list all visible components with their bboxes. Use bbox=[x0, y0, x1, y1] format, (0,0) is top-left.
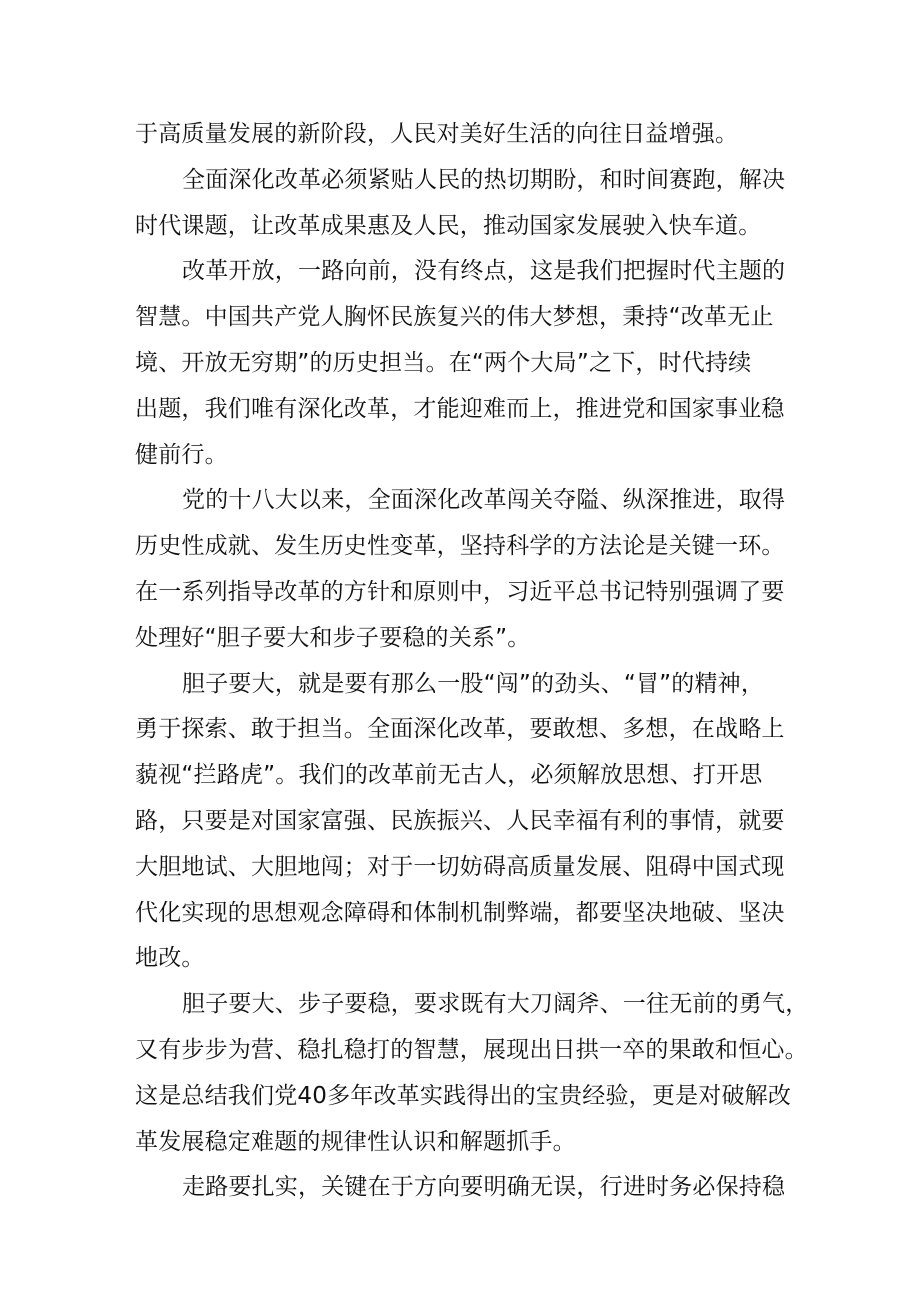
paragraph-first-line: 胆子要大，就是要有那么一股“闯”的劲头、“冒”的精神， bbox=[182, 670, 765, 697]
text-line: 藐视“拦路虎”。我们的改革前无古人，必须解放思想、打开思 bbox=[135, 762, 763, 789]
paragraph-first-line: 胆子要大、步子要稳，要求既有大刀阔斧、一往无前的勇气， bbox=[182, 991, 809, 1018]
text-line: 时代课题，让改革成果惠及人民，推动国家发展驶入快车道。 bbox=[135, 212, 762, 239]
text-line: 历史性成就、发生历史性变革，坚持科学的方法论是关键一环。 bbox=[135, 533, 785, 560]
text-line: 处理好“胆子要大和步子要稳的关系”。 bbox=[135, 624, 531, 651]
paragraph-first-line: 改革开放，一路向前，没有终点，这是我们把握时代主题的 bbox=[182, 258, 786, 285]
paragraph-first-line: 走路要扎实，关键在于方向要明确无误，行进时务必保持稳 bbox=[182, 1174, 786, 1201]
text-line: 勇于探索、敢于担当。全面深化改革，要敢想、多想，在战略上 bbox=[135, 716, 785, 743]
article-body bbox=[135, 112, 809, 1211]
text-line: 于高质量发展的新阶段，人民对美好生活的向往日益增强。 bbox=[135, 121, 739, 147]
text-line: 大胆地试、大胆地闯；对于一切妨碍高质量发展、阻碍中国式现 bbox=[135, 853, 785, 880]
paragraph-first-line: 全面深化改革必须紧贴人民的热切期盼，和时间赛跑，解决 bbox=[182, 166, 786, 193]
text-line: 健前行。 bbox=[135, 441, 228, 468]
text-line: 路，只要是对国家富强、民族振兴、人民幸福有利的事情，就要 bbox=[135, 807, 785, 834]
text-line: 代化实现的思想观念障碍和体制机制弊端，都要坚决地破、坚决 bbox=[135, 899, 785, 926]
text-line: 出题，我们唯有深化改革，才能迎难而上，推进党和国家事业稳 bbox=[135, 395, 785, 422]
text-line: 境、开放无穷期”的历史担当。在“两个大局”之下，时代持续 bbox=[135, 349, 752, 376]
text-line: 在一系列指导改革的方针和原则中，习近平总书记特别强调了要 bbox=[135, 578, 785, 605]
text-line: 又有步步为营、稳扎稳打的智慧，展现出日拱一卒的果敢和恒心。 bbox=[135, 1036, 808, 1063]
text-line: 地改。 bbox=[135, 945, 205, 972]
text-line: 这是总结我们党40多年改革实践得出的宝贵经验，更是对破解改 bbox=[135, 1082, 792, 1109]
text-line: 革发展稳定难题的规律性认识和解题抓手。 bbox=[135, 1128, 576, 1155]
text-line: 智慧。中国共产党人胸怀民族复兴的伟大梦想，秉持“改革无止 bbox=[135, 304, 774, 331]
paragraph-first-line: 党的十八大以来，全面深化改革闯关夺隘、纵深推进，取得 bbox=[182, 487, 786, 514]
